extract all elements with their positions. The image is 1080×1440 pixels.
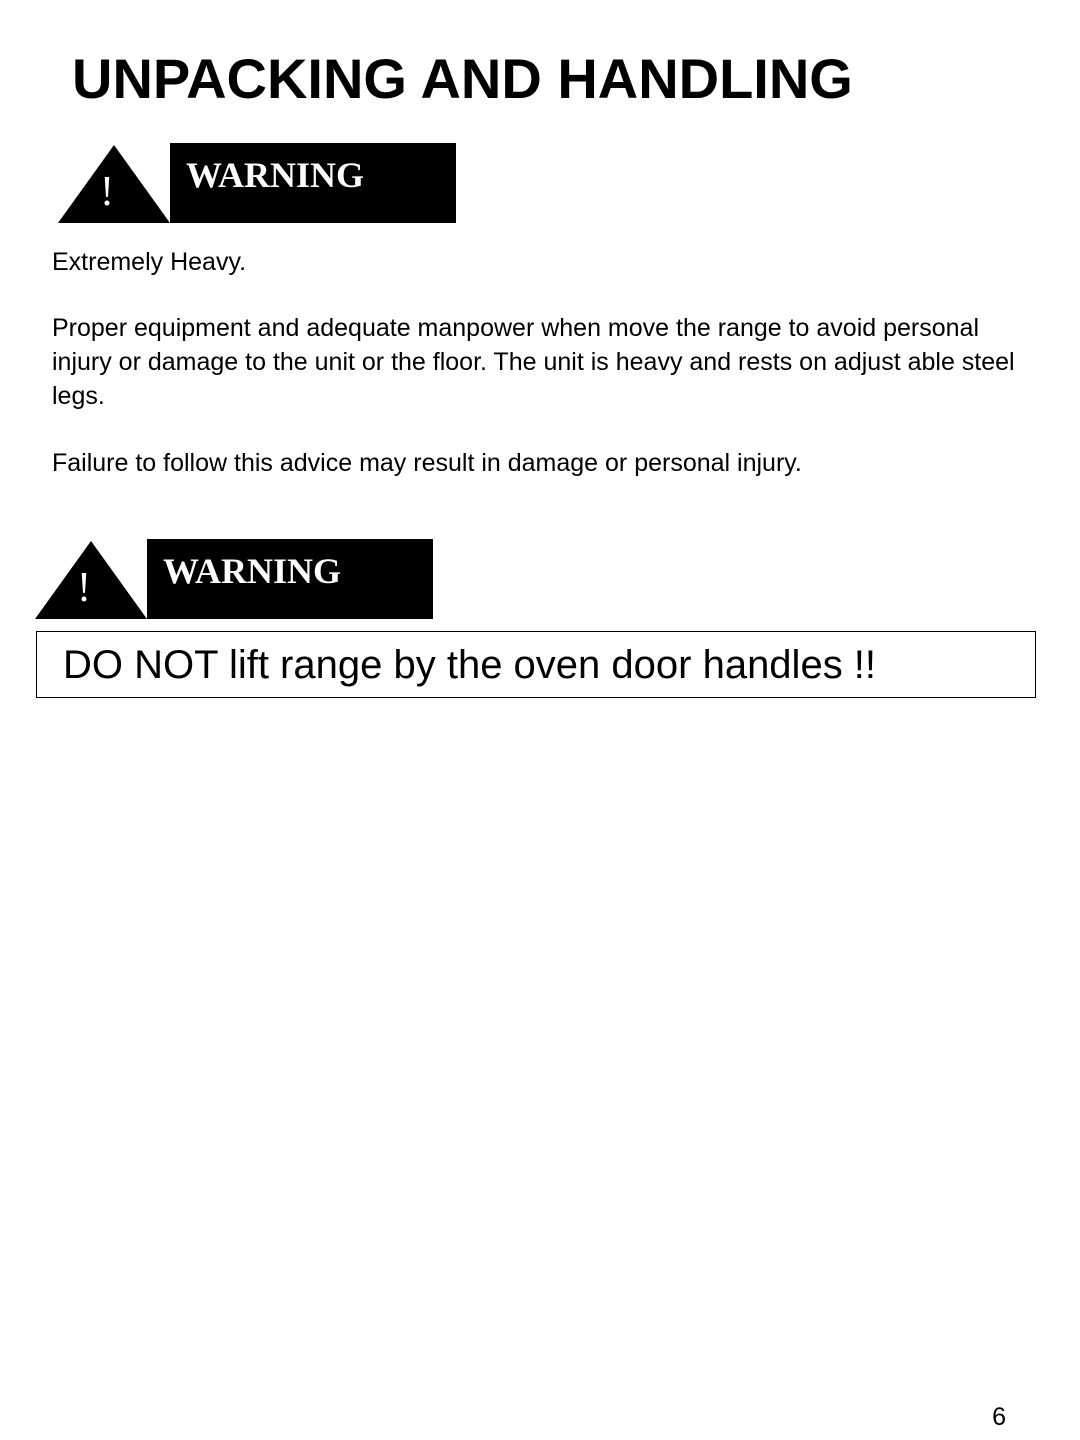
warning-label: WARNING bbox=[186, 155, 365, 195]
warning-banner bbox=[35, 539, 455, 621]
warning-banner bbox=[58, 143, 478, 225]
warning-label: WARNING bbox=[163, 551, 342, 591]
notice-text: DO NOT lift range by the oven door handles !! bbox=[63, 643, 877, 687]
exclamation-icon: ! bbox=[100, 169, 114, 215]
notice-box bbox=[36, 631, 1036, 698]
paragraph-equipment: Proper equipment and adequate manpower when move the range to avoid personal injury or damage to the unit or the floor. The unit is heavy and rests on adjust able steel legs. bbox=[52, 314, 1015, 410]
page-number: 6 bbox=[992, 1403, 1006, 1431]
paragraph-failure: Failure to follow this advice may result in damage or personal injury. bbox=[52, 449, 802, 477]
exclamation-icon: ! bbox=[77, 565, 91, 611]
page-title: UNPACKING AND HANDLING bbox=[72, 47, 853, 110]
paragraph-heavy: Extremely Heavy. bbox=[52, 248, 247, 276]
